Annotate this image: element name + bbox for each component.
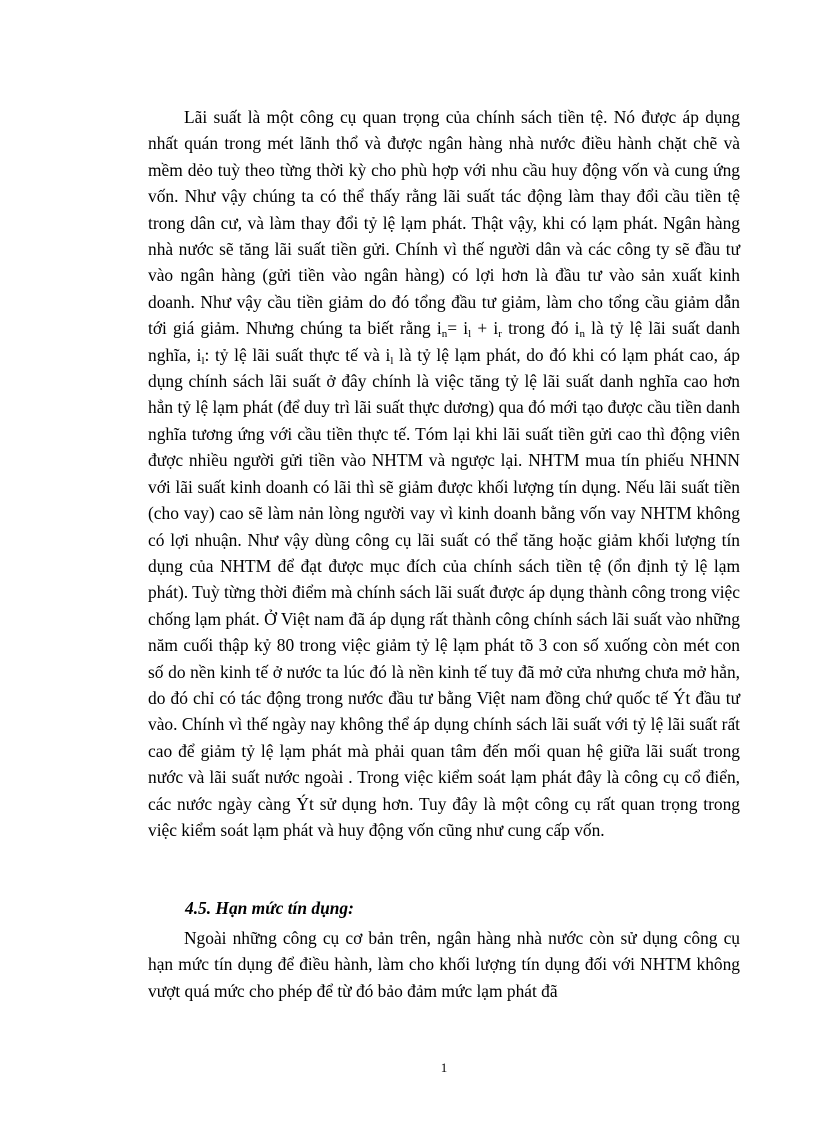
section-heading: 4.5. Hạn mức tín dụng: bbox=[185, 898, 354, 918]
body-text-2 bbox=[148, 925, 740, 1004]
body-text bbox=[148, 104, 740, 843]
page-number: 1 bbox=[440, 1060, 448, 1075]
paragraph-credit-limit: Ngoài những công cụ cơ bản trên, ngân hàng nhà nước còn sử dụng công cụ hạn mức tín dụng để điều hành, làm cho khối lượng tín dụng đối với NHTM không vượt quá mức cho phép để từ đó bảo đảm mức lạm phát đã bbox=[148, 928, 740, 1001]
paragraph-interest-rate: Lãi suất là một công cụ quan trọng của chính sách tiền tệ. Nó được áp dụng nhất quán trong mét lãnh thổ và được ngân hàng nhà nước điều hành chặt chẽ và mềm dẻo tuỳ theo từng thời kỳ cho phù hợp với nhu cầu huy động vốn và cung ứng vốn. Như vậy chúng ta có thể thấy rằng lãi suất tác động làm thay đổi cầu tiền tệ trong dân cư, và làm thay đổi tỷ lệ lạm phát. Thật vậy, khi có lạm phát. Ngân hàng nhà nước sẽ tăng lãi suất tiền gửi. Chính vì thế người dân và các công ty sẽ đầu tư vào ngân hàng (gửi tiền vào ngân hàng) có lợi hơn là đầu tư vào sản xuất kinh doanh. Như vậy cầu tiền giảm do đó tổng đầu tư giảm, làm cho tổng cầu giảm dẫn tới giá giảm. Nhưng chúng ta biết rằng $i_n= i_l + i_r$ trong đó $i_n$ là tỷ lệ lãi suất danh nghĩa, $i_l$: tỷ lệ lãi suất thực tế và $i_l$ là tỷ lệ lạm phát, do đó khi có lạm phát cao, áp dụng chính sách lãi suất ở đây chính là việc tăng tỷ lệ lãi suất danh nghĩa cao hơn hẳn tỷ lệ lạm phát (để duy trì lãi suất thực dương) qua đó mới tạo được cầu tiền danh nghĩa tương ứng với cầu tiền thực tế. Tóm lại khi lãi suất tiền gửi cao thì động viên được nhiều người gửi tiền vào NHTM và ngược lại. NHTM mua tín phiếu NHNN với lãi suất kinh doanh có lãi thì sẽ giảm được khối lượng tín dụng. Nếu lãi suất tiền (cho vay) cao sẽ làm nản lòng người vay vì kinh doanh bằng vốn vay NHTM không có lợi nhuận. Như vậy dùng công cụ lãi suất có thể tăng hoặc giảm khối lượng tín dụng của NHTM để đạt được mục đích của chính sách tiền tệ (ổn định tỷ lệ lạm phát). Tuỳ từng thời điểm mà chính sách lãi suất được áp dụng thành công trong việc chống lạm phát. Ở Việt nam đã áp dụng rất thành công chính sách lãi suất vào những năm cuối thập kỷ 80 trong việc giảm tỷ lệ lạm phát tõ 3 con số xuống còn mét con số do nền kinh tế ở nước ta lúc đó là nền kinh tế tuy đã mở cửa nhưng chưa mở hẳn, do đó chỉ có tác động trong nước đầu tư bằng Việt nam đồng chứ quốc tế Ýt đầu tư vào. Chính vì thế ngày nay không thể áp dụng chính sách lãi suất với tỷ lệ lãi suất rất cao để giảm tỷ lệ lạm phát mà phải quan tâm đến mối quan hệ giữa lãi suất trong nước và lãi suất nước ngoài . Trong việc kiểm soát lạm phát đây là công cụ cổ điển, các nước ngày càng Ýt sử dụng hơn. Tuy đây là một công cụ rất quan trọng trong việc kiểm soát lạm phát và huy động vốn cũng như cung cấp vốn. bbox=[148, 107, 740, 840]
